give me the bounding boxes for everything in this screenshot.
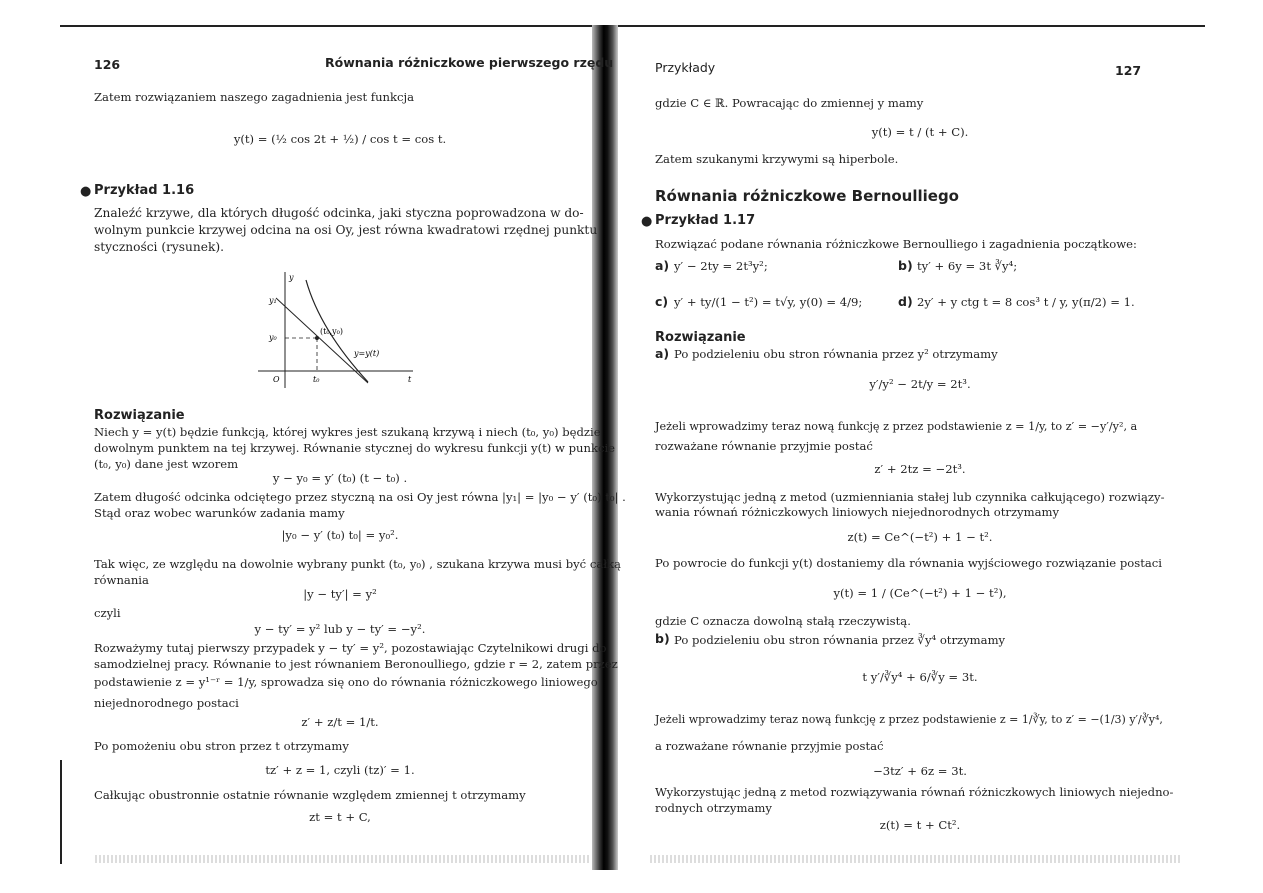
display-equation: z(t) = Ce^(−t²) + 1 − t². — [847, 530, 993, 544]
text-line: (t₀, y₀) dane jest wzorem — [94, 457, 239, 471]
display-equation: y − y₀ = y′ (t₀) (t − t₀) . — [272, 471, 408, 485]
display-equation: tz′ + z = 1, czyli (tz)′ = 1. — [265, 763, 415, 777]
example-label: Przykład 1.17 — [655, 213, 756, 228]
text-line: Znaleźć krzywe, dla których długość odcinka, jaki styczna poprowadzona w do- — [94, 206, 584, 220]
display-equation: y − ty′ = y² lub y − ty′ = −y². — [254, 622, 426, 636]
text-line: styczności (rysunek). — [94, 240, 224, 254]
text-line: Wykorzystując jedną z metod rozwiązywania równań różniczkowych liniowych niejedno- — [655, 785, 1174, 799]
display-equation: zt = t + C, — [309, 810, 371, 824]
text-line: samodzielnej pracy. Równanie to jest równaniem Beronoulliego, gdzie r = 2, zatem przez — [94, 657, 618, 671]
tangent-line — [276, 298, 368, 383]
display-equation: z(t) = t + Ct². — [879, 818, 961, 832]
text-line: rodnych otrzymamy — [655, 801, 772, 815]
task-equation: 2y′ + y ctg t = 8 cos³ t / y, y(π/2) = 1. — [917, 295, 1135, 309]
left-bottom-scan-noise — [95, 855, 590, 863]
text-line: Tak więc, ze względu na dowolnie wybrany punkt (t₀, y₀) , szukana krzywa musi być całką — [94, 557, 621, 571]
display-equation: t y′/∛y⁴ + 6/∛y = 3t. — [862, 670, 978, 684]
fig-label-point: (t₀,y₀) — [320, 327, 343, 336]
left-running-title: Równania różniczkowe pierwszego rzędu — [325, 55, 614, 70]
text-line: Po podzieleniu obu stron równania przez ∛y⁴ otrzymamy — [674, 633, 1006, 647]
left-page-number: 126 — [94, 57, 121, 72]
task-equation: y′ − 2ty = 2t³y²; — [674, 259, 768, 273]
solution-label: Rozwiązanie — [655, 330, 746, 345]
example-label: Przykład 1.16 — [94, 183, 195, 198]
fig-label-t: t — [408, 375, 412, 384]
fig-label-curve: y=y(t) — [354, 349, 380, 358]
display-equation: y(t) = t / (t + C). — [871, 125, 969, 139]
tangent-figure — [258, 270, 418, 390]
text-line: niejednorodnego postaci — [94, 696, 239, 710]
text-line: wania równań różniczkowych liniowych niejednorodnych otrzymamy — [655, 505, 1060, 519]
text-line: Zatem długość odcinka odciętego przez styczną na osi Oy jest równa |y₁| = |y₀ − y′ (t₀) t₀| . — [94, 490, 626, 504]
text-line: gdzie C oznacza dowolną stałą rzeczywistą. — [655, 614, 911, 628]
display-equation: y′/y² − 2t/y = 2t³. — [869, 377, 971, 391]
text-line: Po pomożeniu obu stron przez t otrzymamy — [94, 739, 349, 753]
text-line: rozważane równanie przyjmie postać — [655, 439, 873, 453]
text-line: Rozważymy tutaj pierwszy przypadek y − ty′ = y², pozostawiając Czytelnikowi drugi do — [94, 641, 607, 655]
solution-label: Rozwiązanie — [94, 408, 185, 423]
item-label-c: c) — [655, 294, 669, 309]
section-title: Równania różniczkowe Bernoulliego — [655, 187, 959, 205]
fig-label-y: y — [289, 273, 294, 282]
fig-label-t0: t₀ — [313, 375, 320, 384]
display-equation: z′ + 2tz = −2t³. — [874, 462, 966, 476]
text-line: gdzie C ∈ ℝ. Powracając do zmiennej y mamy — [655, 96, 924, 110]
display-equation: y(t) = (½ cos 2t + ½) / cos t = cos t. — [233, 132, 447, 146]
text-line: Niech y = y(t) będzie funkcją, której wykres jest szukaną krzywą i niech (t₀, y₀) będzie — [94, 425, 601, 439]
item-label-d: d) — [898, 294, 913, 309]
top-rule — [60, 25, 1205, 27]
text-line: Po powrocie do funkcji y(t) dostaniemy dla równania wyjściowego rozwiązanie postaci — [655, 556, 1162, 570]
solution-part-b: b) — [655, 631, 670, 646]
text-line: Po podzieleniu obu stron równania przez y² otrzymamy — [674, 347, 998, 361]
text-line: wolnym punkcie krzywej odcina na osi Oy, jest równa kwadratowi rzędnej punktu — [94, 223, 598, 237]
bullet-icon: ● — [641, 214, 653, 229]
text-line: Jeżeli wprowadzimy teraz nową funkcję z przez podstawienie z = 1/y, to z′ = −y′/y², a — [655, 420, 1138, 433]
solution-part-a: a) — [655, 346, 670, 361]
fig-label-origin: O — [273, 375, 280, 384]
display-equation: z′ + z/t = 1/t. — [301, 715, 379, 729]
display-equation: |y − ty′| = y² — [303, 587, 377, 601]
fig-label-y0: y₀ — [269, 333, 277, 342]
item-label-b: b) — [898, 258, 913, 273]
text-line: podstawienie z = y¹⁻ʳ = 1/y, sprowadza się ono do równania różniczkowego liniowego — [94, 675, 598, 689]
display-equation: |y₀ − y′ (t₀) t₀| = y₀². — [281, 528, 399, 542]
text-line: Wykorzystując jedną z metod (uzmienniania stałej lub czynnika całkującego) rozwiązy- — [655, 490, 1165, 504]
item-label-a: a) — [655, 258, 670, 273]
text-line: a rozważane równanie przyjmie postać — [655, 739, 884, 753]
task-equation: ty′ + 6y = 3t ∛y⁴; — [917, 259, 1018, 273]
text-line: Rozwiązać podane równania różniczkowe Bernoulliego i zagadnienia początkowe: — [655, 237, 1137, 251]
fig-label-y1: y₁ — [269, 296, 277, 305]
text-line: Jeżeli wprowadzimy teraz nową funkcję z przez podstawienie z = 1/∛y, to z′ = −(1/3) y′/∛y⁴, — [655, 713, 1163, 726]
text-line: czyli — [94, 606, 121, 620]
bullet-icon: ● — [80, 184, 92, 199]
text-line: Zatem rozwiązaniem naszego zagadnienia jest funkcja — [94, 90, 415, 104]
display-equation: y(t) = 1 / (Ce^(−t²) + 1 − t²), — [833, 586, 1007, 600]
text-line: Zatem szukanymi krzywymi są hiperbole. — [655, 152, 899, 166]
text-line: Całkując obustronnie ostatnie równanie względem zmiennej t otrzymamy — [94, 788, 526, 802]
display-equation: −3tz′ + 6z = 3t. — [873, 764, 967, 778]
right-bottom-scan-noise — [650, 855, 1180, 863]
text-line: równania — [94, 573, 149, 587]
left-page-edge — [60, 760, 62, 864]
text-line: Stąd oraz wobec warunków zadania mamy — [94, 506, 345, 520]
tangency-point — [315, 336, 319, 340]
text-line: dowolnym punktem na tej krzywej. Równanie stycznej do wykresu funkcji y(t) w punkcie — [94, 441, 616, 455]
right-running-title: Przykłady — [655, 60, 716, 75]
right-page-number: 127 — [1115, 63, 1142, 78]
task-equation: y′ + ty/(1 − t²) = t√y, y(0) = 4/9; — [674, 295, 863, 309]
